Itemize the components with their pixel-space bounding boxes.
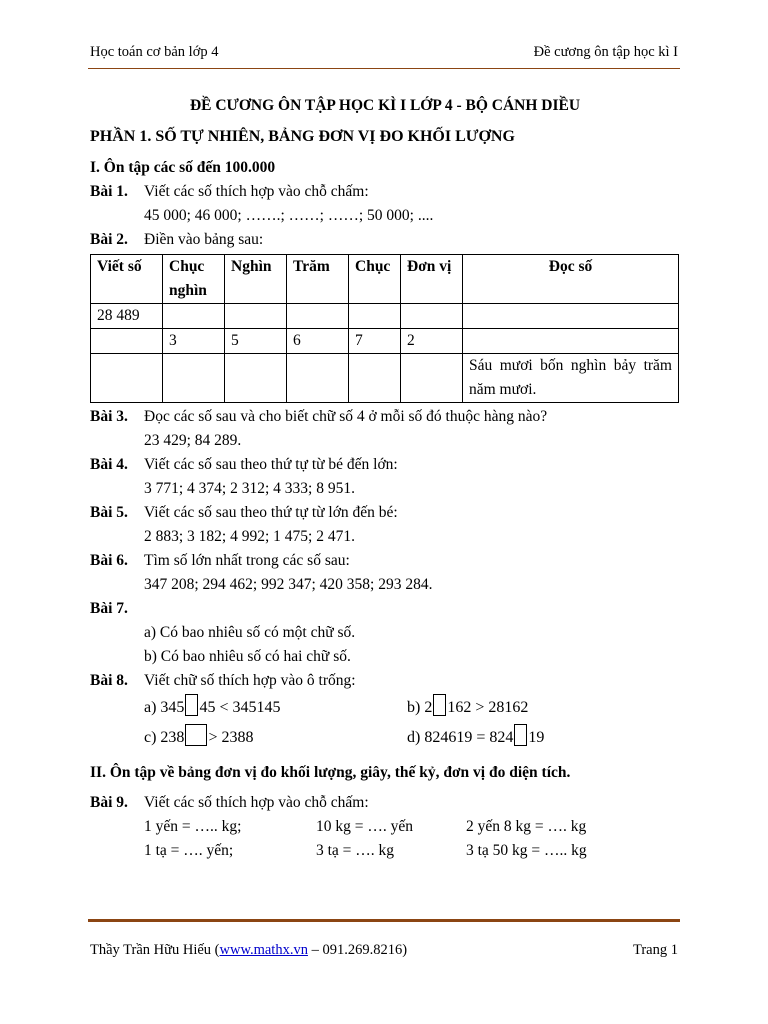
col-header: Trăm <box>287 255 349 304</box>
exercise-8-a <box>144 693 280 723</box>
exercise-text: Viết các số sau theo thứ tự từ lớn đến bé: <box>144 504 398 521</box>
table-cell <box>287 304 349 329</box>
table-cell: 3 <box>163 329 225 354</box>
exercise-1-numbers: 45 000; 46 000; …….; ……; ……; 50 000; .... <box>144 207 434 224</box>
col-header: Đọc số <box>463 255 679 304</box>
expr-part: b) 2 <box>407 699 433 716</box>
exercise-label: Bài 4. <box>90 456 128 473</box>
expr-part: c) 238 <box>144 729 185 746</box>
part-heading: PHẦN 1. SỐ TỰ NHIÊN, BẢNG ĐƠN VỊ ĐO KHỐI LƯỢNG <box>90 128 515 145</box>
exercise-text: Đọc các số sau và cho biết chữ số 4 ở mỗi số đó thuộc hàng nào? <box>144 408 548 425</box>
table-cell: 2 <box>401 329 463 354</box>
table-cell <box>463 329 679 354</box>
table-cell <box>349 304 401 329</box>
table-row <box>91 304 679 329</box>
exercise-label: Bài 5. <box>90 504 128 521</box>
expr-part: 45 < 345145 <box>199 699 281 716</box>
exercise-1 <box>90 180 680 204</box>
table-row <box>91 354 679 403</box>
place-value-table <box>90 254 679 403</box>
exercise-7 <box>90 597 680 621</box>
section-heading-1: I. Ôn tập các số đến 100.000 <box>90 159 276 176</box>
exercise-9 <box>90 791 680 815</box>
footer-prefix: Thầy Trần Hữu Hiếu ( <box>90 942 220 958</box>
exercise-8-b <box>407 693 528 723</box>
table-cell <box>349 354 401 403</box>
table-cell <box>401 354 463 403</box>
blank-box[interactable] <box>433 694 446 716</box>
blank-box[interactable] <box>185 724 207 746</box>
exercise-label: Bài 9. <box>90 794 128 811</box>
exercise-text: Tìm số lớn nhất trong các số sau: <box>144 552 350 569</box>
table-cell <box>225 354 287 403</box>
header-left: Học toán cơ bản lớp 4 <box>90 44 219 60</box>
table-cell: 5 <box>225 329 287 354</box>
conversion-item: 3 tạ 50 kg = ….. kg <box>466 842 587 859</box>
exercise-8-d <box>407 723 544 753</box>
table-cell <box>463 304 679 329</box>
col-header: Nghìn <box>225 255 287 304</box>
expr-part: d) 824619 = 824 <box>407 729 514 746</box>
exercise-label: Bài 2. <box>90 231 128 248</box>
exercise-7-a: a) Có bao nhiêu số có một chữ số. <box>144 624 356 641</box>
col-header: Chục <box>349 255 401 304</box>
table-cell <box>163 354 225 403</box>
exercise-4 <box>90 453 680 477</box>
exercise-text: Viết các số thích hợp vào chỗ chấm: <box>144 183 369 200</box>
exercise-8 <box>90 669 680 693</box>
exercise-5-numbers: 2 883; 3 182; 4 992; 1 475; 2 471. <box>144 528 355 545</box>
table-cell <box>163 304 225 329</box>
col-header: Đơn vị <box>401 255 463 304</box>
table-header-row <box>91 255 679 304</box>
header-right: Đề cương ôn tập học kì I <box>533 44 678 60</box>
exercise-text: Viết các số sau theo thứ tự từ bé đến lớn: <box>144 456 398 473</box>
document-title: ĐỀ CƯƠNG ÔN TẬP HỌC KÌ I LỚP 4 - BỘ CÁNH DIỀU <box>189 97 581 114</box>
table-row <box>91 329 679 354</box>
exercise-label: Bài 1. <box>90 183 128 200</box>
exercise-3 <box>90 405 680 429</box>
exercise-3-numbers: 23 429; 84 289. <box>144 432 242 449</box>
exercise-8-c <box>144 723 253 753</box>
exercise-label: Bài 8. <box>90 672 128 689</box>
conversion-item: 3 tạ = …. kg <box>316 842 395 859</box>
footer-suffix: – 091.269.8216) <box>307 942 408 958</box>
exercise-2 <box>90 228 680 252</box>
table-cell: 7 <box>349 329 401 354</box>
exercise-9-row-2 <box>90 839 680 863</box>
table-cell: 6 <box>287 329 349 354</box>
exercise-8-row-1 <box>90 693 680 723</box>
col-header: Viết số <box>91 255 163 304</box>
exercise-9-row-1 <box>90 815 680 839</box>
exercise-8-row-2 <box>90 723 680 753</box>
blank-box[interactable] <box>514 724 527 746</box>
expr-part: 162 > 28162 <box>447 699 529 716</box>
blank-box[interactable] <box>185 694 198 716</box>
website-link[interactable]: www.mathx.vn <box>219 942 308 958</box>
table-cell <box>225 304 287 329</box>
expr-part: a) 345 <box>144 699 185 716</box>
header-divider <box>88 68 680 69</box>
exercise-label: Bài 7. <box>90 600 128 617</box>
conversion-item: 1 tạ = …. yến; <box>144 842 234 859</box>
col-header: Chục nghìn <box>163 255 225 304</box>
document-body <box>90 92 680 863</box>
exercise-text: Điền vào bảng sau: <box>144 231 264 248</box>
footer-author <box>90 942 407 959</box>
expr-part: > 2388 <box>208 729 254 746</box>
exercise-text: Viết chữ số thích hợp vào ô trống: <box>144 672 356 689</box>
exercise-4-numbers: 3 771; 4 374; 2 312; 4 333; 8 951. <box>144 480 355 497</box>
expr-part: 19 <box>528 729 545 746</box>
footer-divider <box>88 919 680 922</box>
exercise-5 <box>90 501 680 525</box>
conversion-item: 2 yến 8 kg = …. kg <box>466 818 587 835</box>
table-cell <box>91 354 163 403</box>
table-cell <box>91 329 163 354</box>
exercise-7-b: b) Có bao nhiêu số có hai chữ số. <box>144 648 351 665</box>
table-cell <box>401 304 463 329</box>
exercise-text: Viết các số thích hợp vào chỗ chấm: <box>144 794 369 811</box>
conversion-item: 1 yến = ….. kg; <box>144 818 242 835</box>
table-cell: Sáu mươi bốn nghìn bảy trăm năm mươi. <box>463 354 679 403</box>
conversion-item: 10 kg = …. yến <box>316 818 413 835</box>
exercise-6-numbers: 347 208; 294 462; 992 347; 420 358; 293 284. <box>144 576 433 593</box>
section-heading-2: II. Ôn tập về bảng đơn vị đo khối lượng, giây, thế kỷ, đơn vị đo diện tích. <box>90 764 571 781</box>
exercise-label: Bài 3. <box>90 408 128 425</box>
exercise-6 <box>90 549 680 573</box>
page-number: Trang 1 <box>633 942 678 958</box>
exercise-label: Bài 6. <box>90 552 128 569</box>
table-cell: 28 489 <box>91 304 163 329</box>
table-cell <box>287 354 349 403</box>
